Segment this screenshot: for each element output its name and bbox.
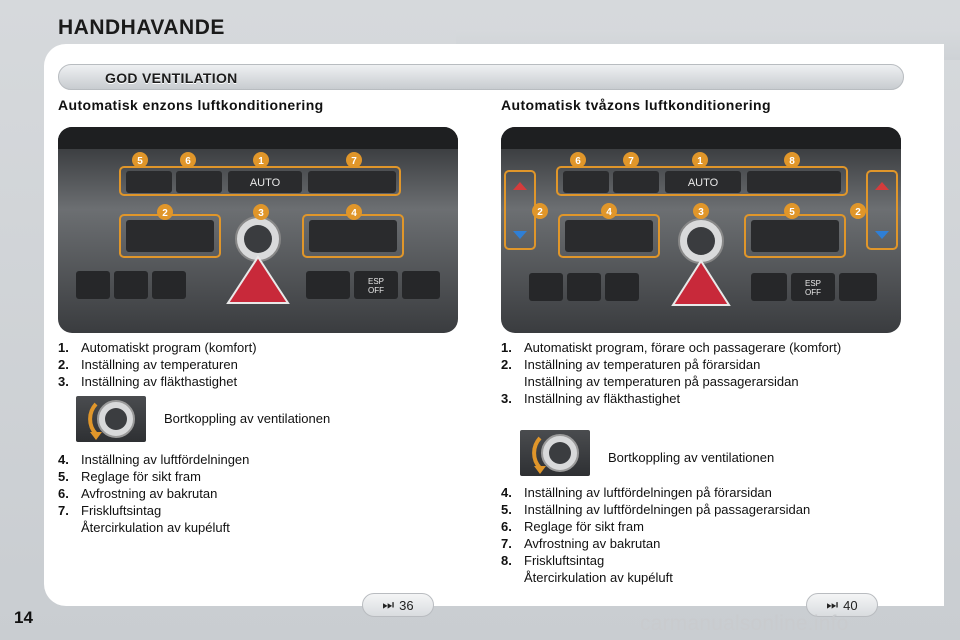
list-item xyxy=(58,339,458,356)
right-list-b xyxy=(501,484,921,586)
list-item-number: 8. xyxy=(501,553,512,568)
callout-6-r: 6 xyxy=(575,156,581,167)
list-item-number: 5. xyxy=(501,502,512,517)
list-item-number: 1. xyxy=(58,340,69,355)
right-heading: Automatisk tvåzons luftkonditionering xyxy=(501,97,771,113)
list-item xyxy=(58,356,458,373)
callout-6: 6 xyxy=(185,156,191,167)
list-item xyxy=(501,339,921,356)
list-item-number: 4. xyxy=(58,452,69,467)
callout-7: 7 xyxy=(351,156,357,167)
left-knob-caption: Bortkoppling av ventilationen xyxy=(164,411,331,426)
list-item xyxy=(501,535,921,552)
list-item-text: Inställning av temperaturen på passagerarsidan xyxy=(524,374,799,389)
list-item-text: Inställning av fläkthastighet xyxy=(81,374,238,389)
section-title: GOD VENTILATION xyxy=(105,70,238,86)
forward-icon: ⏭ xyxy=(382,597,395,612)
list-item xyxy=(58,468,458,485)
callout-1: 1 xyxy=(258,156,264,167)
callout-3-r: 3 xyxy=(698,207,704,218)
callout-8-r: 8 xyxy=(789,156,795,167)
list-item-number: 7. xyxy=(58,503,69,518)
list-item-text: Inställning av temperaturen på förarsidan xyxy=(524,357,761,372)
page-number: 14 xyxy=(14,608,33,627)
list-item xyxy=(501,356,921,373)
left-climate-panel-photo xyxy=(58,127,458,333)
callout-2-r-left: 2 xyxy=(537,207,543,218)
list-item-text: Inställning av luftfördelningen på förarsidan xyxy=(524,485,772,500)
list-item-text: Inställning av luftfördelningen på passagerarsidan xyxy=(524,502,811,517)
left-page-reference[interactable] xyxy=(362,593,434,617)
esp-off-label-r: OFF xyxy=(805,288,821,297)
callout-2-r-right: 2 xyxy=(855,207,861,218)
list-item-number: 3. xyxy=(501,391,512,406)
watermark: carmanualsonline.info xyxy=(640,612,849,635)
list-item-number: 1. xyxy=(501,340,512,355)
forward-icon: ⏭ xyxy=(826,597,839,612)
list-item-number: 6. xyxy=(58,486,69,501)
list-item-number: 7. xyxy=(501,536,512,551)
right-list-a xyxy=(501,339,921,407)
list-item-text: Inställning av fläkthastighet xyxy=(524,391,681,406)
callout-2: 2 xyxy=(162,208,168,219)
list-item-text: Friskluftsintag xyxy=(524,553,605,568)
list-item-number xyxy=(501,373,524,390)
list-item xyxy=(501,484,921,501)
list-item-text: Friskluftsintag xyxy=(81,503,162,518)
left-ref-page: 36 xyxy=(399,597,414,613)
list-item-text: Inställning av luftfördelningen xyxy=(81,452,250,467)
list-item-text: Automatiskt program (komfort) xyxy=(81,340,257,355)
fan-knob-icon-right xyxy=(520,430,590,476)
right-climate-panel-photo xyxy=(501,127,901,333)
list-item-number: 4. xyxy=(501,485,512,500)
left-list-b xyxy=(58,451,458,536)
left-list-a xyxy=(58,339,458,390)
list-item-text: Automatiskt program, förare och passagerare (komfort) xyxy=(524,340,842,355)
right-knob-caption: Bortkoppling av ventilationen xyxy=(608,450,775,465)
esp-off-label: OFF xyxy=(368,286,384,295)
list-item xyxy=(501,373,921,390)
list-item-number: 3. xyxy=(58,374,69,389)
list-item-number: 6. xyxy=(501,519,512,534)
auto-label: AUTO xyxy=(249,177,281,189)
list-item xyxy=(58,373,458,390)
list-item-text: Inställning av temperaturen xyxy=(81,357,238,372)
list-item-number xyxy=(501,569,524,586)
list-item xyxy=(58,502,458,519)
right-panel-drawing xyxy=(501,127,901,333)
list-item-text: Återcirkulation av kupéluft xyxy=(81,520,230,535)
list-item xyxy=(58,451,458,468)
list-item xyxy=(501,552,921,569)
list-item-text: Avfrostning av bakrutan xyxy=(81,486,218,501)
list-item xyxy=(501,569,921,586)
right-ref-page: 40 xyxy=(843,597,858,613)
callout-4-r: 4 xyxy=(606,207,612,218)
esp-label: ESP xyxy=(367,277,385,286)
list-item-text: Reglage för sikt fram xyxy=(524,519,644,534)
page-title: HANDHAVANDE xyxy=(58,16,225,39)
list-item xyxy=(58,485,458,502)
list-item-number: 5. xyxy=(58,469,69,484)
list-item-text: Återcirkulation av kupéluft xyxy=(524,570,673,585)
esp-label-r: ESP xyxy=(804,279,822,288)
callout-4: 4 xyxy=(351,208,357,219)
list-item-number xyxy=(58,519,81,536)
list-item-number: 2. xyxy=(58,357,69,372)
list-item xyxy=(501,518,921,535)
fan-knob-icon xyxy=(76,396,146,442)
list-item xyxy=(501,501,921,518)
callout-5: 5 xyxy=(137,156,143,167)
callout-3: 3 xyxy=(258,208,264,219)
left-heading: Automatisk enzons luftkonditionering xyxy=(58,97,324,113)
left-panel-drawing xyxy=(58,127,458,333)
auto-label-r: AUTO xyxy=(687,177,719,189)
list-item-text: Reglage för sikt fram xyxy=(81,469,201,484)
list-item-text: Avfrostning av bakrutan xyxy=(524,536,661,551)
callout-5-r: 5 xyxy=(789,207,795,218)
callout-1-r: 1 xyxy=(697,156,703,167)
list-item xyxy=(58,519,458,536)
callout-7-r: 7 xyxy=(628,156,634,167)
list-item xyxy=(501,390,921,407)
list-item-number: 2. xyxy=(501,357,512,372)
